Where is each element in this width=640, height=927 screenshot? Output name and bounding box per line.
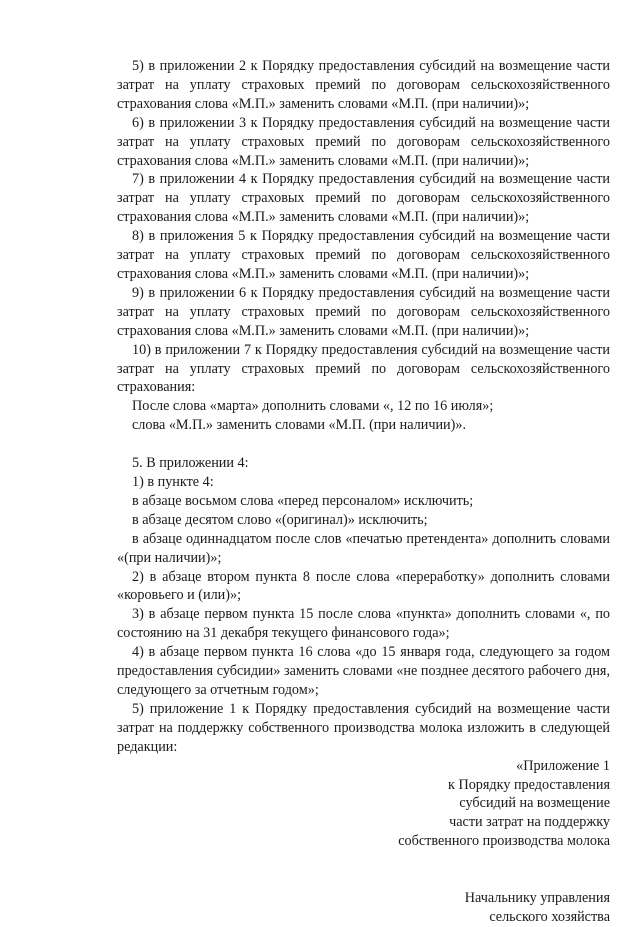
paragraph-item-10: 10) в приложении 7 к Порядку предоставления субсидий на возмещение части затрат на уплату страховых премий по договорам сельскохозяйственного страхования: xyxy=(117,341,610,396)
document-body xyxy=(117,57,610,927)
paragraph-subitem: в абзаце одиннадцатом после слов «печатью претендента» дополнить словами «(при наличии)»; xyxy=(117,530,610,566)
addressee-line: сельского хозяйства xyxy=(489,909,610,926)
paragraph-item-8: 8) в приложения 5 к Порядку предоставления субсидий на возмещение части затрат на уплату страховых премий по договорам сельскохозяйственного страхования слова «М.П.» заменить словами «М.П. (при наличии)»; xyxy=(117,228,610,282)
paragraph-subitem: в абзаце восьмом слова «перед персоналом» исключить; xyxy=(132,492,474,509)
paragraph-item: 3) в абзаце первом пункта 15 после слова «пункта» дополнить словами «, по состоянию на 31 декабря текущего финансового года»; xyxy=(117,606,610,642)
appendix-header-line: субсидий на возмещение xyxy=(459,795,610,812)
paragraph-item: 2) в абзаце втором пункта 8 после слова «переработку» дополнить словами «коровьего и (или)»; xyxy=(117,568,610,604)
paragraph-item-5: 5) в приложении 2 к Порядку предоставления субсидий на возмещение части затрат на уплату страховых премий по договорам сельскохозяйственного страхования слова «М.П.» заменить словами «М.П. (при наличии)»; xyxy=(117,58,610,112)
paragraph-item: 4) в абзаце первом пункта 16 слова «до 15 января года, следующего за годом предоставления субсидии» заменить словами «не позднее десятого рабочего дня, следующего за отчетным годом»; xyxy=(117,644,610,698)
paragraph-item-9: 9) в приложении 6 к Порядку предоставления субсидий на возмещение части затрат на уплату страховых премий по договорам сельскохозяйственного страхования слова «М.П.» заменить словами «М.П. (при наличии)»; xyxy=(117,284,610,339)
paragraph-item: 5) приложение 1 к Порядку предоставления субсидий на возмещение части затрат на поддержку собственного производства молока изложить в следующей редакции: xyxy=(117,700,610,755)
paragraph-subitem: слова «М.П.» заменить словами «М.П. (при наличии)». xyxy=(132,417,467,434)
appendix-header-line: части затрат на поддержку xyxy=(449,814,610,831)
paragraph-item-7: 7) в приложении 4 к Порядку предоставления субсидий на возмещение части затрат на уплату страховых премий по договорам сельскохозяйственного страхования слова «М.П.» заменить словами «М.П. (при наличии)»; xyxy=(117,171,610,226)
addressee-line: Начальнику управления xyxy=(464,890,610,907)
addressee-block xyxy=(117,889,610,927)
spacer xyxy=(117,851,610,889)
section-heading: 5. В приложении 4: xyxy=(132,455,249,472)
appendix-header-line: собственного производства молока xyxy=(398,833,610,850)
blank-line xyxy=(117,435,610,454)
appendix-header-line: «Приложение 1 xyxy=(516,757,610,774)
paragraph-subitem: в абзаце десятом слово «(оригинал)» исключить; xyxy=(132,511,428,528)
paragraph-item-6: 6) в приложении 3 к Порядку предоставления субсидий на возмещение части затрат на уплату страховых премий по договорам сельскохозяйственного страхования слова «М.П.» заменить словами «М.П. (при наличии)»; xyxy=(117,114,610,169)
appendix-header xyxy=(117,757,610,852)
paragraph-subitem: 1) в пункте 4: xyxy=(132,474,214,491)
appendix-header-line: к Порядку предоставления xyxy=(448,776,610,793)
paragraph-subitem: После слова «марта» дополнить словами «, 12 по 16 июля»; xyxy=(132,398,494,415)
